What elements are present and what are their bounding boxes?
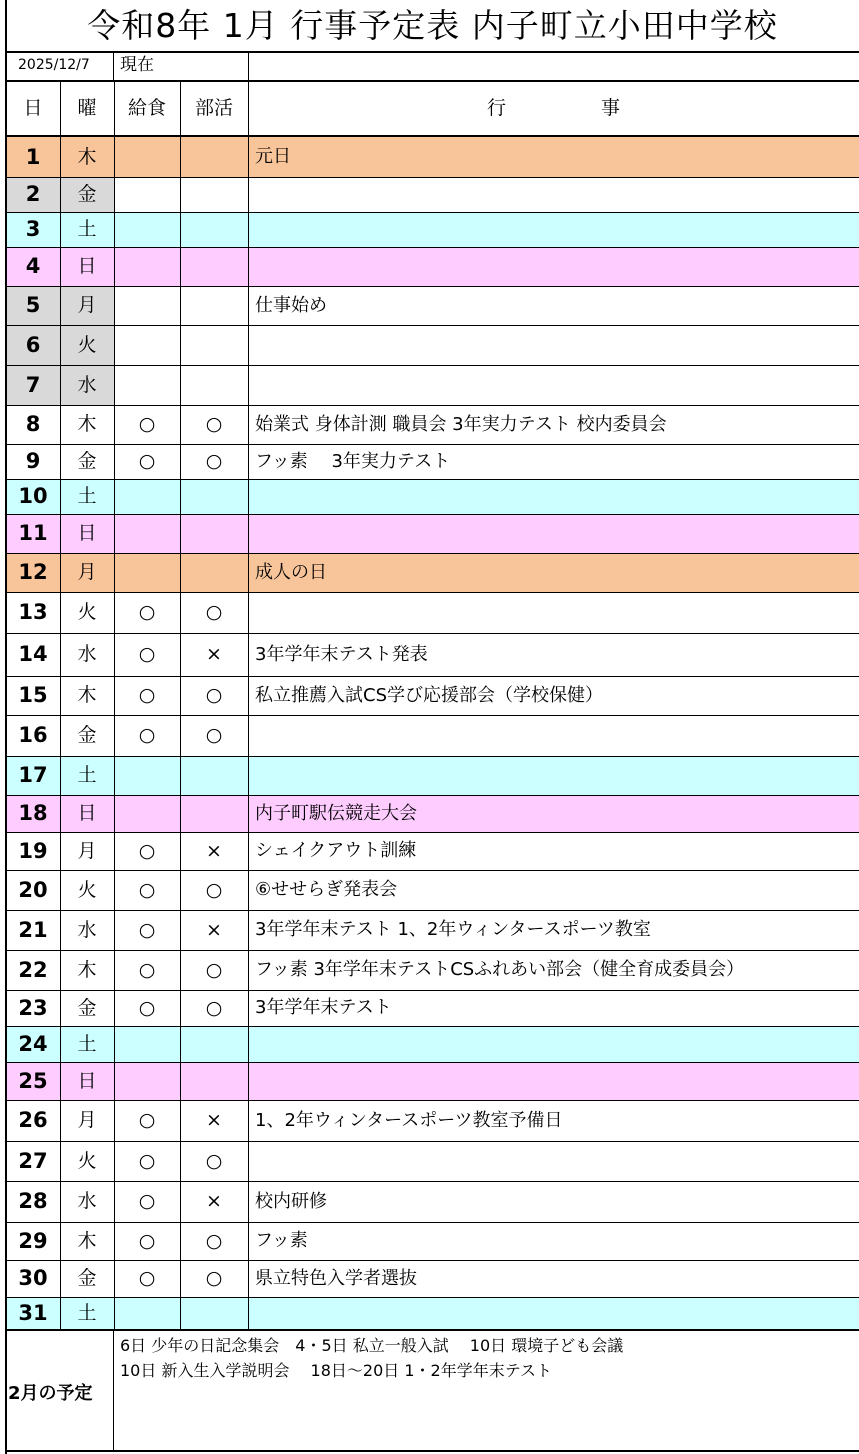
grid-line — [248, 81, 249, 1330]
meal-cell — [114, 795, 180, 832]
grid-line — [5, 212, 859, 213]
event-cell: ⑥せせらぎ発表会 — [248, 870, 859, 910]
day-cell: 13 — [6, 592, 60, 633]
club-cell — [180, 177, 248, 212]
weekday-cell: 日 — [60, 795, 114, 832]
club-cell: ○ — [180, 444, 248, 479]
day-cell: 4 — [6, 247, 60, 286]
february-line-2: 10日 新入生入学説明会 18日～20日 1・2年学年末テスト — [120, 1361, 553, 1380]
club-cell — [180, 212, 248, 247]
schedule-row — [6, 633, 859, 676]
weekday-cell: 水 — [60, 633, 114, 676]
meal-cell: ○ — [114, 870, 180, 910]
schedule-row — [6, 592, 859, 633]
club-cell: ○ — [180, 715, 248, 756]
weekday-cell: 火 — [60, 1141, 114, 1181]
event-cell — [248, 756, 859, 795]
meal-cell: ○ — [114, 1100, 180, 1141]
meal-cell: ○ — [114, 910, 180, 950]
schedule-row — [6, 177, 859, 212]
meal-cell — [114, 756, 180, 795]
day-cell: 22 — [6, 950, 60, 990]
meal-cell — [114, 365, 180, 405]
event-cell: 3年学年末テスト 1、2年ウィンタースポーツ教室 — [248, 910, 859, 950]
day-cell: 6 — [6, 325, 60, 365]
meal-cell: ○ — [114, 1260, 180, 1297]
grid-line — [5, 1100, 859, 1101]
grid-line — [5, 870, 859, 871]
grid-line — [5, 514, 859, 515]
day-cell: 12 — [6, 553, 60, 592]
schedule-row — [6, 832, 859, 870]
day-cell: 29 — [6, 1222, 60, 1260]
meal-cell: ○ — [114, 405, 180, 444]
club-cell: × — [180, 633, 248, 676]
event-cell: フッ素 — [248, 1222, 859, 1260]
event-cell: 内子町駅伝競走大会 — [248, 795, 859, 832]
club-cell — [180, 137, 248, 177]
weekday-cell: 金 — [60, 715, 114, 756]
weekday-cell: 日 — [60, 247, 114, 286]
event-cell — [248, 247, 859, 286]
grid-line — [5, 553, 859, 554]
weekday-cell: 日 — [60, 514, 114, 553]
club-cell: × — [180, 1100, 248, 1141]
grid-line — [5, 1062, 859, 1063]
event-cell — [248, 1026, 859, 1062]
grid-line — [5, 950, 859, 951]
meal-cell — [114, 479, 180, 514]
schedule-row — [6, 1260, 859, 1297]
day-cell: 23 — [6, 990, 60, 1026]
event-cell — [248, 325, 859, 365]
event-cell — [248, 1297, 859, 1330]
as-of-date: 2025/12/7 — [18, 57, 90, 73]
weekday-cell: 金 — [60, 990, 114, 1026]
schedule-row — [6, 479, 859, 514]
event-cell: フッ素 3年実力テスト — [248, 444, 859, 479]
page-title: 令和8年 1月 行事予定表 内子町立小田中学校 — [87, 6, 778, 45]
club-cell: ○ — [180, 1141, 248, 1181]
meal-cell: ○ — [114, 1222, 180, 1260]
club-cell: ○ — [180, 1260, 248, 1297]
grid-line — [5, 444, 859, 445]
meal-cell — [114, 286, 180, 325]
schedule-row — [6, 212, 859, 247]
club-cell: ○ — [180, 950, 248, 990]
club-cell — [180, 286, 248, 325]
meal-cell — [114, 247, 180, 286]
schedule-row — [6, 444, 859, 479]
schedule-row — [6, 1141, 859, 1181]
club-cell: × — [180, 832, 248, 870]
weekday-cell: 月 — [60, 286, 114, 325]
event-cell: 1、2年ウィンタースポーツ教室予備日 — [248, 1100, 859, 1141]
grid-line — [5, 1260, 859, 1261]
schedule-row — [6, 715, 859, 756]
schedule-row — [6, 286, 859, 325]
schedule-row — [6, 756, 859, 795]
day-cell: 16 — [6, 715, 60, 756]
grid-line — [180, 81, 181, 1330]
event-cell: シェイクアウト訓練 — [248, 832, 859, 870]
schedule-row — [6, 870, 859, 910]
february-line-1: 6日 少年の日記念集会 4・5日 私立一般入試 10日 環境子ども会議 — [120, 1336, 624, 1355]
meal-cell: ○ — [114, 1141, 180, 1181]
grid-line — [5, 325, 859, 326]
meal-cell — [114, 212, 180, 247]
club-cell — [180, 553, 248, 592]
day-cell: 18 — [6, 795, 60, 832]
event-cell: 県立特色入学者選抜 — [248, 1260, 859, 1297]
club-cell — [180, 756, 248, 795]
club-cell: ○ — [180, 990, 248, 1026]
meal-cell: ○ — [114, 633, 180, 676]
schedule-row — [6, 1026, 859, 1062]
grid-line — [5, 756, 859, 757]
header-club: 部活 — [194, 97, 233, 119]
grid-line — [5, 0, 7, 1454]
meal-cell — [114, 514, 180, 553]
club-cell — [180, 1026, 248, 1062]
february-label: 2月の予定 — [8, 1383, 93, 1404]
weekday-cell: 土 — [60, 1297, 114, 1330]
day-cell: 31 — [6, 1297, 60, 1330]
grid-line — [5, 715, 859, 716]
meal-cell: ○ — [114, 444, 180, 479]
grid-line — [5, 80, 859, 82]
grid-line — [114, 81, 115, 1330]
weekday-cell: 水 — [60, 1181, 114, 1222]
day-cell: 25 — [6, 1062, 60, 1100]
schedule-row — [6, 795, 859, 832]
schedule-row — [6, 1222, 859, 1260]
schedule-row — [6, 1181, 859, 1222]
grid-line — [5, 910, 859, 911]
weekday-cell: 水 — [60, 365, 114, 405]
schedule-row — [6, 676, 859, 715]
schedule-row — [6, 1297, 859, 1330]
day-cell: 26 — [6, 1100, 60, 1141]
grid-line — [5, 1450, 859, 1452]
schedule-row — [6, 553, 859, 592]
grid-line — [5, 990, 859, 991]
header-dow: 曜 — [77, 97, 97, 119]
event-cell — [248, 514, 859, 553]
header-day: 日 — [23, 97, 43, 119]
weekday-cell: 木 — [60, 405, 114, 444]
club-cell: ○ — [180, 676, 248, 715]
day-cell: 8 — [6, 405, 60, 444]
weekday-cell: 木 — [60, 137, 114, 177]
weekday-cell: 月 — [60, 832, 114, 870]
schedule-row — [6, 137, 859, 177]
club-cell — [180, 1062, 248, 1100]
day-cell: 14 — [6, 633, 60, 676]
day-cell: 28 — [6, 1181, 60, 1222]
weekday-cell: 土 — [60, 212, 114, 247]
event-cell — [248, 212, 859, 247]
weekday-cell: 火 — [60, 870, 114, 910]
event-cell — [248, 177, 859, 212]
weekday-cell: 月 — [60, 1100, 114, 1141]
weekday-cell: 金 — [60, 1260, 114, 1297]
schedule-row — [6, 247, 859, 286]
meal-cell: ○ — [114, 950, 180, 990]
grid-line — [5, 405, 859, 406]
event-cell — [248, 365, 859, 405]
header-event: 行 事 — [486, 97, 620, 119]
club-cell — [180, 247, 248, 286]
grid-line — [5, 1222, 859, 1223]
day-cell: 10 — [6, 479, 60, 514]
grid-line — [5, 247, 859, 248]
schedule-row — [6, 990, 859, 1026]
meal-cell — [114, 1062, 180, 1100]
day-cell: 9 — [6, 444, 60, 479]
grid-line — [5, 1181, 859, 1182]
meal-cell: ○ — [114, 990, 180, 1026]
weekday-cell: 火 — [60, 325, 114, 365]
grid-line — [5, 135, 859, 137]
day-cell: 1 — [6, 137, 60, 177]
day-cell: 27 — [6, 1141, 60, 1181]
meal-cell: ○ — [114, 715, 180, 756]
club-cell: × — [180, 1181, 248, 1222]
day-cell: 19 — [6, 832, 60, 870]
grid-line — [5, 1329, 859, 1331]
grid-line — [5, 286, 859, 287]
meal-cell: ○ — [114, 1181, 180, 1222]
weekday-cell: 火 — [60, 592, 114, 633]
event-cell — [248, 715, 859, 756]
club-cell — [180, 479, 248, 514]
club-cell: ○ — [180, 405, 248, 444]
day-cell: 7 — [6, 365, 60, 405]
schedule-row — [6, 1062, 859, 1100]
day-cell: 15 — [6, 676, 60, 715]
club-cell — [180, 795, 248, 832]
grid-line — [5, 676, 859, 677]
event-cell: 私立推薦入試CS学び応援部会（学校保健） — [248, 676, 859, 715]
day-cell: 30 — [6, 1260, 60, 1297]
event-cell — [248, 592, 859, 633]
event-cell: 校内研修 — [248, 1181, 859, 1222]
schedule-row — [6, 950, 859, 990]
event-cell: 始業式 身体計測 職員会 3年実力テスト 校内委員会 — [248, 405, 859, 444]
grid-line — [5, 832, 859, 833]
weekday-cell: 月 — [60, 553, 114, 592]
meal-cell — [114, 553, 180, 592]
club-cell — [180, 514, 248, 553]
club-cell — [180, 1297, 248, 1330]
schedule-row — [6, 514, 859, 553]
grid-line — [5, 177, 859, 178]
day-cell: 21 — [6, 910, 60, 950]
club-cell — [180, 325, 248, 365]
meal-cell — [114, 325, 180, 365]
grid-line — [5, 365, 859, 366]
weekday-cell: 日 — [60, 1062, 114, 1100]
grid-line — [5, 1026, 859, 1027]
day-cell: 11 — [6, 514, 60, 553]
weekday-cell: 土 — [60, 1026, 114, 1062]
club-cell: ○ — [180, 1222, 248, 1260]
weekday-cell: 水 — [60, 910, 114, 950]
meal-cell — [114, 177, 180, 212]
event-cell — [248, 1062, 859, 1100]
club-cell — [180, 365, 248, 405]
schedule-row — [6, 365, 859, 405]
weekday-cell: 金 — [60, 177, 114, 212]
weekday-cell: 金 — [60, 444, 114, 479]
day-cell: 20 — [6, 870, 60, 910]
meal-cell — [114, 1297, 180, 1330]
meal-cell: ○ — [114, 676, 180, 715]
grid-line — [5, 633, 859, 634]
grid-line — [5, 479, 859, 480]
club-cell: ○ — [180, 870, 248, 910]
schedule-row — [6, 325, 859, 365]
event-cell: 元日 — [248, 137, 859, 177]
weekday-cell: 木 — [60, 676, 114, 715]
event-cell — [248, 479, 859, 514]
club-cell: × — [180, 910, 248, 950]
weekday-cell: 土 — [60, 479, 114, 514]
day-cell: 3 — [6, 212, 60, 247]
grid-line — [60, 81, 61, 1330]
grid-line — [113, 52, 114, 80]
grid-line — [5, 795, 859, 796]
grid-line — [113, 1330, 114, 1451]
day-cell: 5 — [6, 286, 60, 325]
meal-cell: ○ — [114, 592, 180, 633]
club-cell: ○ — [180, 592, 248, 633]
grid-line — [5, 1141, 859, 1142]
meal-cell — [114, 1026, 180, 1062]
grid-line — [248, 52, 249, 80]
day-cell: 17 — [6, 756, 60, 795]
day-cell: 24 — [6, 1026, 60, 1062]
event-cell: 仕事始め — [248, 286, 859, 325]
event-cell — [248, 1141, 859, 1181]
header-meal: 給食 — [127, 97, 166, 119]
event-cell: 3年学年末テスト — [248, 990, 859, 1026]
weekday-cell: 木 — [60, 1222, 114, 1260]
meal-cell: ○ — [114, 832, 180, 870]
event-cell: 成人の日 — [248, 553, 859, 592]
as-of-label: 現在 — [120, 55, 154, 75]
weekday-cell: 土 — [60, 756, 114, 795]
grid-line — [5, 592, 859, 593]
schedule-row — [6, 405, 859, 444]
meal-cell — [114, 137, 180, 177]
weekday-cell: 木 — [60, 950, 114, 990]
grid-line — [5, 51, 859, 53]
day-cell: 2 — [6, 177, 60, 212]
event-cell: 3年学年末テスト発表 — [248, 633, 859, 676]
event-cell: フッ素 3年学年末テストCSふれあい部会（健全育成委員会） — [248, 950, 859, 990]
schedule-row — [6, 910, 859, 950]
grid-line — [5, 1297, 859, 1298]
schedule-row — [6, 1100, 859, 1141]
